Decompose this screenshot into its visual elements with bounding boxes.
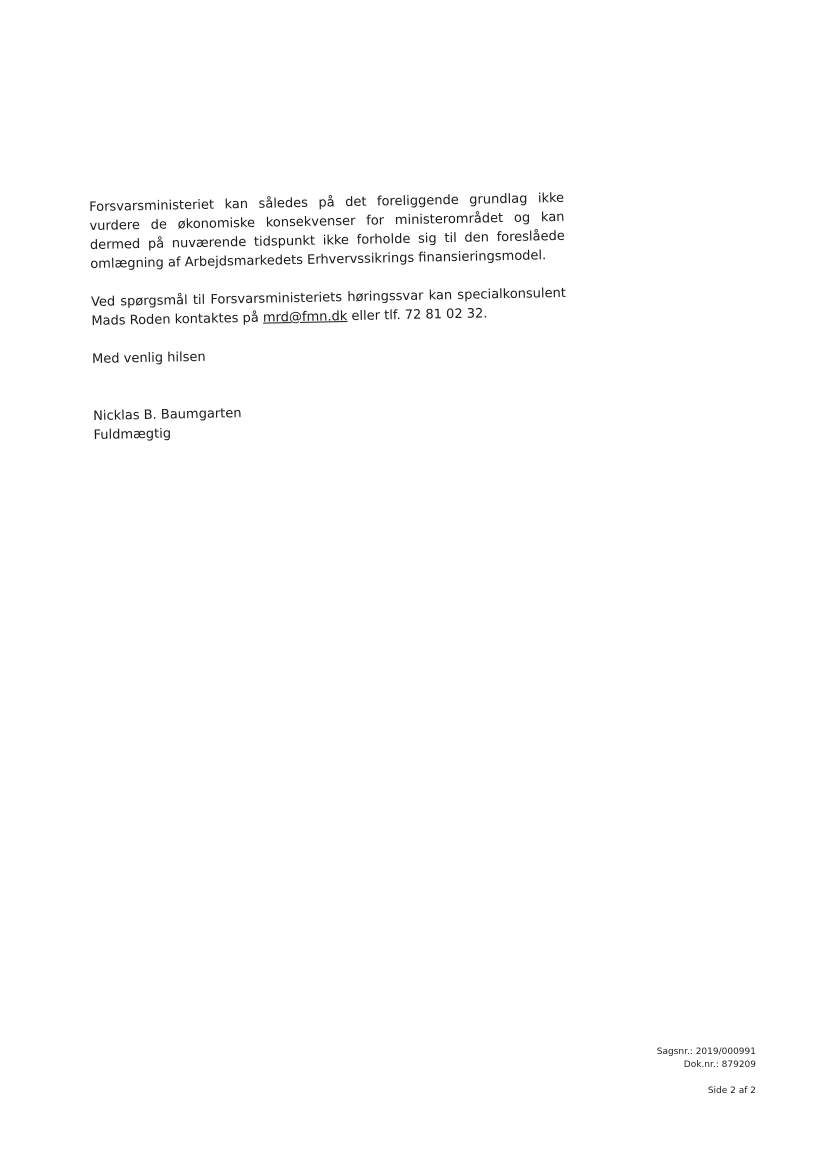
- phone-text: eller tlf. 72 81 02 32.: [347, 306, 488, 325]
- signer-name: Nicklas B. Baumgarten: [93, 406, 242, 424]
- case-number: Sagsnr.: 2019/000991: [656, 1047, 756, 1057]
- closing-greeting: Med venlig hilsen: [91, 349, 206, 367]
- document-footer: [556, 1046, 756, 1098]
- paragraph-conclusion: Forsvarsministeriet kan således på det foreliggende grundlag ikke vurdere de økonomiske konsekvenser for ministerområdet og kan dermed på nuværende tidspunkt ikke forholde sig til den foreslåede omlægning af Arbejdsmarkedets Erhvervssikrings finansieringsmodel.: [89, 190, 565, 272]
- document-number: Dok.nr.: 879209: [683, 1060, 756, 1070]
- page-number: Side 2 af 2: [707, 1086, 756, 1096]
- signer-title: Fuldmægtig: [93, 426, 172, 443]
- letter-body: [89, 189, 569, 445]
- contact-text: Ved spørgsmål til Forsvarsministeriets høringssvar kan specialkonsulent Mads Roden kontaktes på: [90, 285, 567, 329]
- email-link[interactable]: mrd@fmn.dk: [262, 309, 348, 326]
- paragraph-contact: [91, 284, 567, 331]
